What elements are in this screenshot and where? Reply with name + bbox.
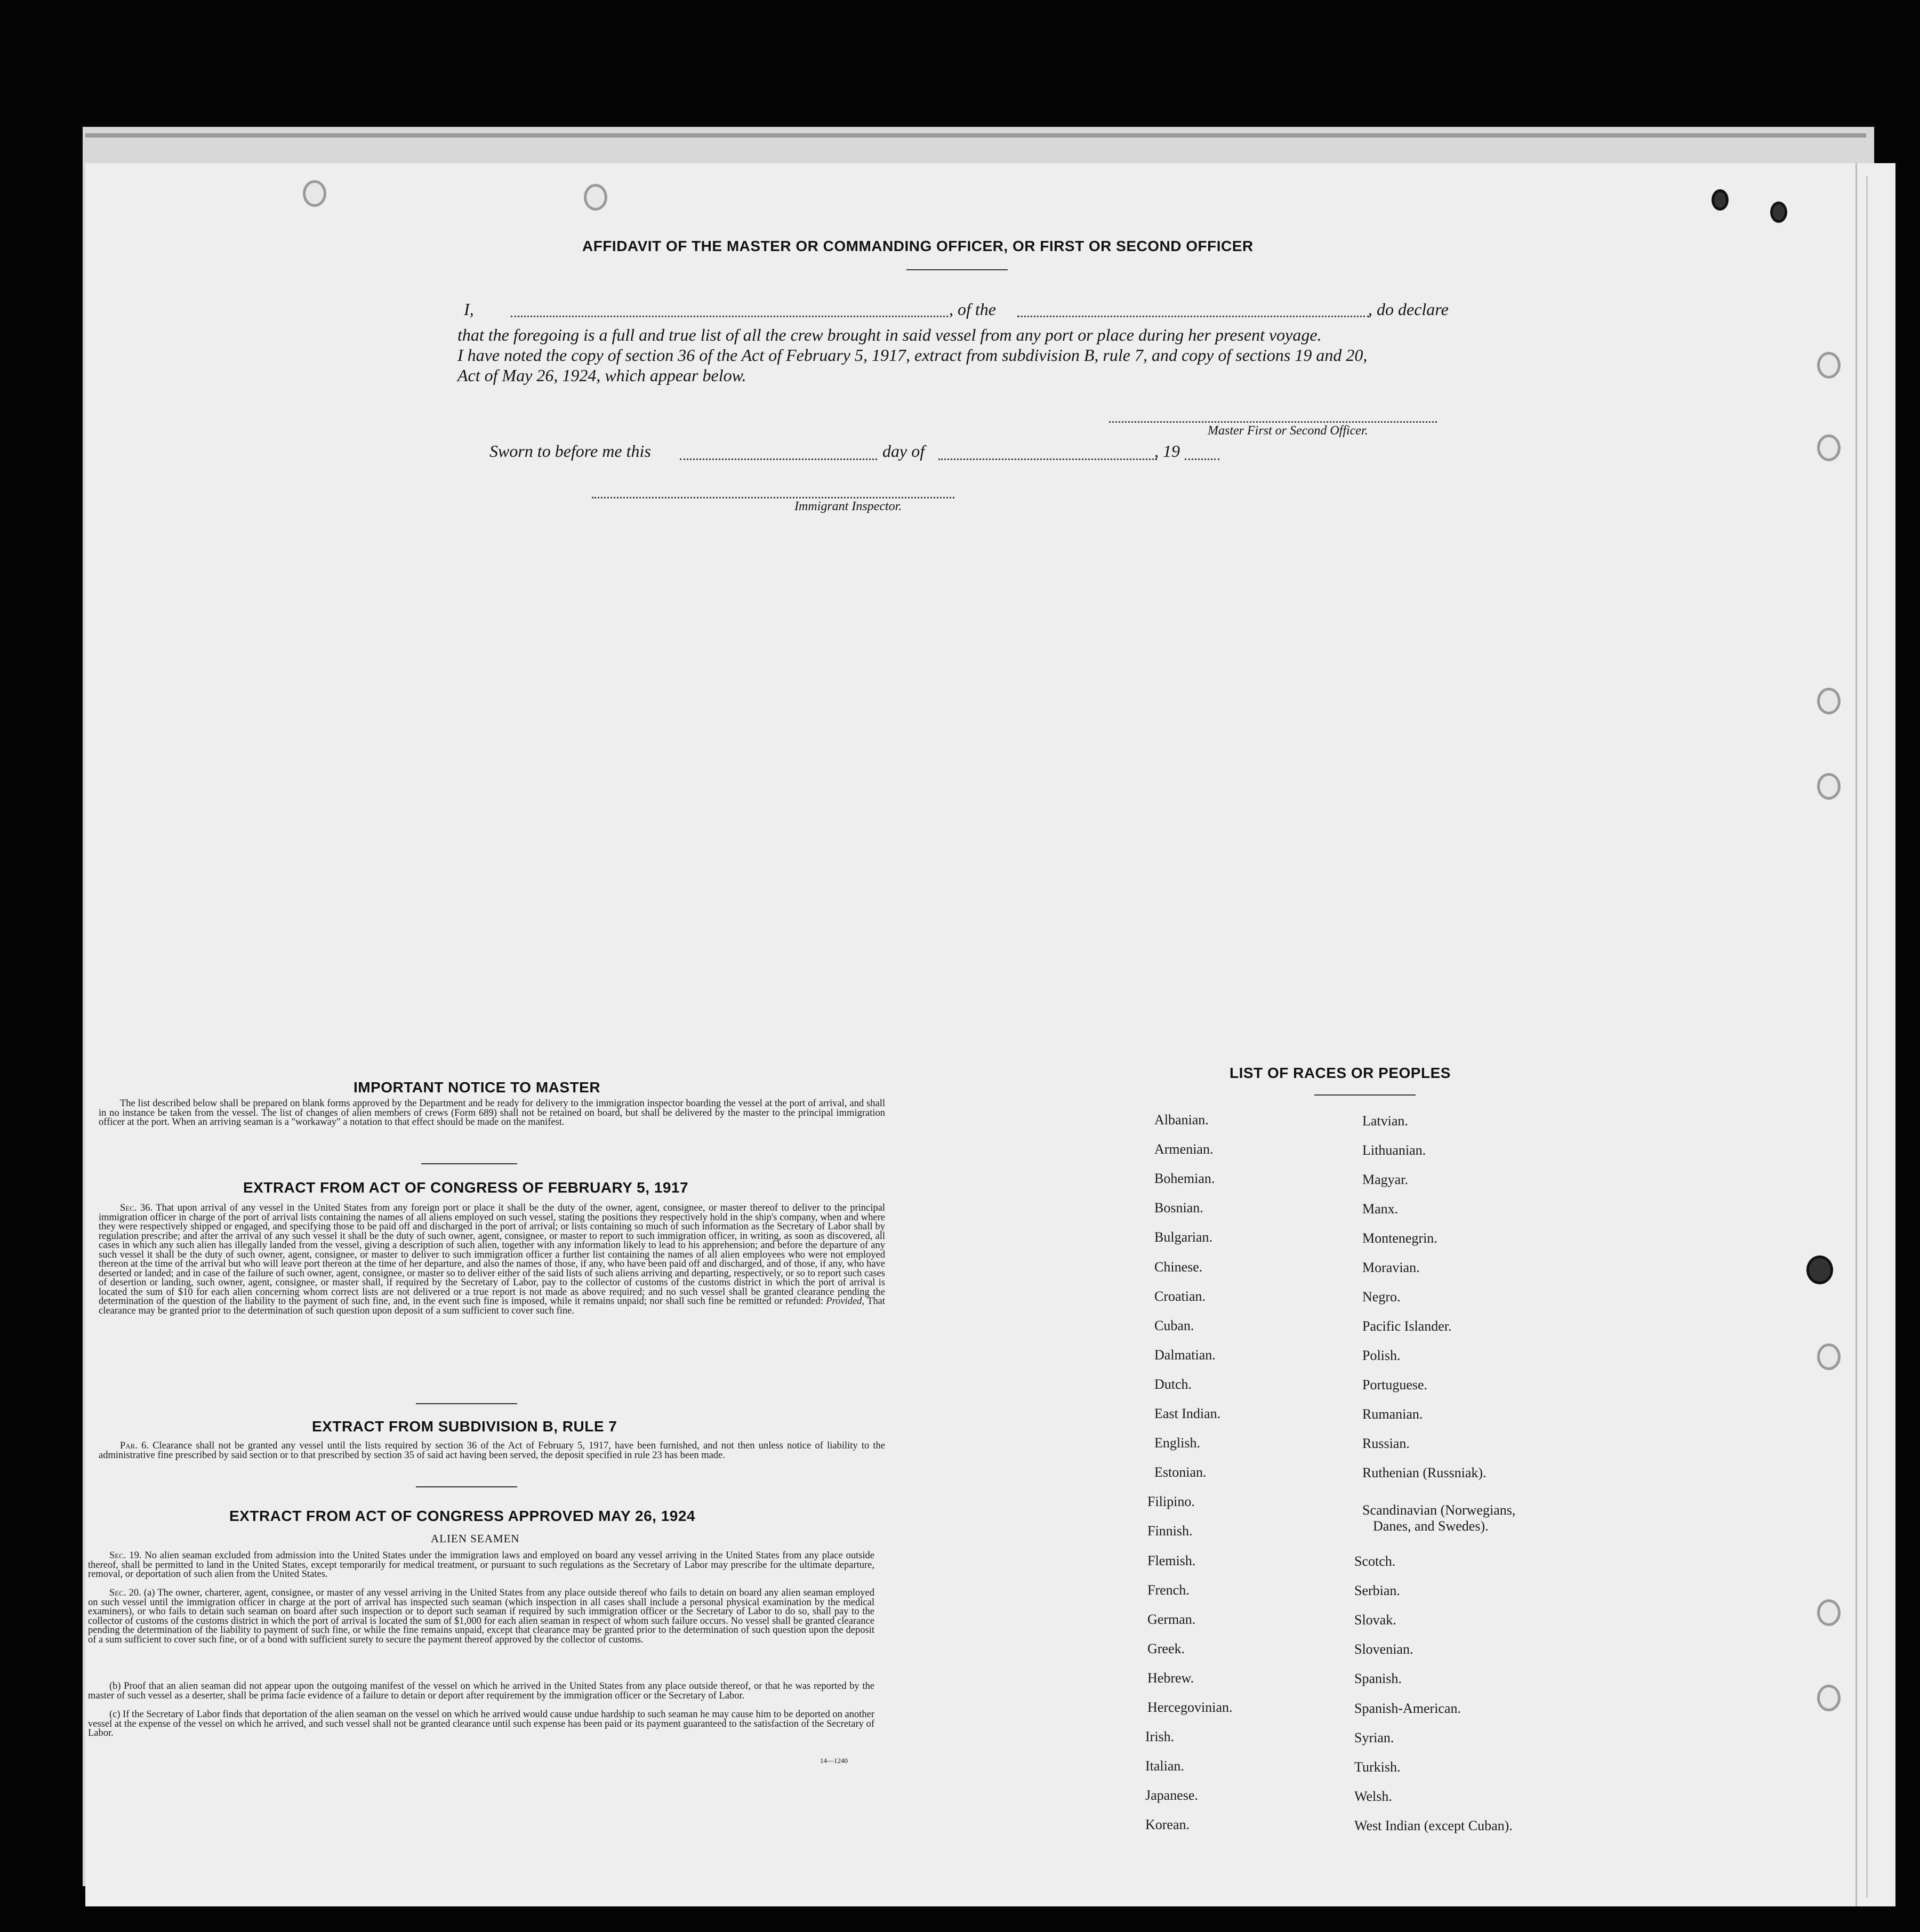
race-item: Armenian. <box>1154 1141 1214 1157</box>
punch-hole <box>1817 688 1841 714</box>
race-item: Bulgarian. <box>1154 1229 1213 1245</box>
master-signature-label: Master First or Second Officer. <box>1208 424 1368 438</box>
punch-hole <box>1712 189 1729 211</box>
race-item: Welsh. <box>1354 1788 1392 1804</box>
race-item: East Indian. <box>1154 1406 1221 1421</box>
punch-hole <box>303 180 326 207</box>
race-item: Dalmatian. <box>1154 1347 1216 1363</box>
race-item: Pacific Islander. <box>1362 1318 1452 1334</box>
race-item: Magyar. <box>1362 1172 1408 1187</box>
punch-hole <box>584 184 607 211</box>
punch-hole <box>1817 352 1841 379</box>
punch-hole <box>1817 1685 1841 1711</box>
sworn-year-field[interactable] <box>1185 458 1219 460</box>
race-item: Spanish. <box>1354 1671 1402 1687</box>
section-text: No alien seaman excluded from admission into the United States under the immigration laws and employed on board any vessel arriving in the United States from any place outside thereof, shall be permitted to land in the United States, except temporarily for medical treatment, or pursuant to such regulations as the Secretary of Labor may prescribe for the ultimate departure, removal, or deportation of such alien from the United States. <box>88 1550 875 1580</box>
document-page <box>85 163 1895 1906</box>
race-item: Scandinavian (Norwegians, <box>1362 1502 1516 1518</box>
divider <box>421 1163 517 1164</box>
race-item: Hercegovinian. <box>1147 1700 1233 1715</box>
race-item: Filipino. <box>1147 1494 1195 1510</box>
punch-hole <box>1806 1255 1833 1284</box>
race-item: Turkish. <box>1354 1759 1401 1775</box>
race-item: Irish. <box>1145 1729 1175 1745</box>
section-text: That upon arrival of any vessel in the United States from any foreign port or place it shall be the duty of the owner, agent, consignee, or master thereof to deliver to the principal immigration officer in charge of the port of arrival lists containing the names of all aliens employed on such vessel, stating the positions they respectively hold in the ship's company, when and where they were respectively shipped or engaged, and specifying those to be paid off and discharged in the port of arrival; or lists containing so much of such information as the Secretary of Labor shall by regulation prescribe; and after the arrival of any such vessel it shall be the duty of such owner, agent, consignee, or master to report to such immigration officer, in writing, as soon as discovered, all cases in which any such alien has illegally landed from the vessel, giving a description of such alien, together with any information likely to lead to his apprehension; and before the departure of any such vessel it shall be the duty of such owner, agent, consignee, or master to deliver to such immigration officer a further list containing the names of all alien employees who were not employed thereon at the time of the arrival but who will leave port thereon at the time of her departure, and also the names of those, if any, who have been paid off and discharged, and of those, if any, who have deserted or landed; and in case of the failure of such owner, agent, consignee, or master so to deliver either of the said lists of such aliens arriving and departing, respectively, or so to report such cases of desertion or landing, such owner, agent, consignee, or master shall, if required by the Secretary of Labor, pay to the collector of customs of the customs district in which the port of arrival is located the sum of $10 for each alien concerning whom correct lists are not delivered or a true report is not made as above required; and no such vessel shall be granted clearance pending the determination of the question of the liability to the payment of such fine, and, in the event such fine is imposed, while it remains unpaid; nor shall such fine be remitted or refunded: <box>99 1203 886 1307</box>
race-item: Syrian. <box>1354 1729 1394 1745</box>
proviso-text: That clearance may be granted prior to the determination of such question upon deposit of a sum sufficient to cover such fine. <box>99 1296 886 1316</box>
rule7-body <box>99 1442 885 1460</box>
alien-seamen-subtitle: ALIEN SEAMEN <box>431 1532 520 1545</box>
race-item: Moravian. <box>1362 1260 1420 1275</box>
race-item: Italian. <box>1145 1758 1184 1774</box>
master-signature-field[interactable] <box>1109 421 1437 423</box>
sworn-day-of: day of <box>882 441 925 461</box>
race-item: Hebrew. <box>1147 1670 1194 1686</box>
race-item: Bosnian. <box>1154 1200 1203 1216</box>
page-edge <box>1855 163 1857 1906</box>
affidavit-of-the: , of the <box>949 300 996 319</box>
punch-hole <box>1817 773 1841 800</box>
race-item: French. <box>1147 1582 1190 1598</box>
races-title: LIST OF RACES OR PEOPLES <box>1230 1065 1451 1081</box>
proviso-word: Provided, <box>826 1296 865 1307</box>
divider <box>416 1403 517 1404</box>
race-item: Flemish. <box>1147 1552 1196 1568</box>
punch-hole <box>1817 1343 1841 1370</box>
page-edge <box>1866 176 1868 1898</box>
section-label: Sec. 20. <box>109 1588 141 1598</box>
race-item: Portuguese. <box>1362 1377 1428 1392</box>
divider <box>1314 1094 1416 1096</box>
affidavit-title: AFFIDAVIT OF THE MASTER OR COMMANDING OFFICER, OR FIRST OR SECOND OFFICER <box>582 238 1254 254</box>
race-item: Chinese. <box>1154 1259 1203 1275</box>
extract-1924-title: EXTRACT FROM ACT OF CONGRESS APPROVED MAY 26, 1924 <box>229 1508 695 1524</box>
sworn-year: , 19 <box>1154 441 1180 461</box>
rule7-title: EXTRACT FROM SUBDIVISION B, RULE 7 <box>312 1418 617 1435</box>
section-20c: (c) If the Secretary of Labor finds that deportation of the alien seaman on the vessel on which he arrived would cause undue hardship to such seaman he may cause him to be deported on another vessel at the expense of the vessel on which he arrived, and such vessel shall not be granted clearance until such expense has been paid or its payment guaranteed to the satisfaction of the Secretary of Labor. <box>88 1709 874 1738</box>
race-item: Serbian. <box>1354 1583 1400 1599</box>
divider <box>906 269 1008 270</box>
race-item: German. <box>1147 1611 1196 1627</box>
extract-1917-title: EXTRACT FROM ACT OF CONGRESS OF FEBRUARY 5, 1917 <box>243 1179 689 1196</box>
race-item: Russian. <box>1362 1436 1410 1451</box>
race-item: Negro. <box>1362 1289 1401 1305</box>
race-item: Spanish-American. <box>1354 1700 1461 1716</box>
race-item: Dutch. <box>1154 1376 1192 1392</box>
race-item: Lithuanian. <box>1362 1142 1426 1158</box>
race-item: West Indian (except Cuban). <box>1354 1817 1513 1833</box>
race-item: Slovenian. <box>1354 1641 1413 1657</box>
affidavit-line-4: Act of May 26, 1924, which appear below. <box>457 366 746 385</box>
notice-title: IMPORTANT NOTICE TO MASTER <box>354 1079 601 1096</box>
underlying-sheet-edge <box>85 133 1866 138</box>
paragraph-text: Clearance shall not be granted any vessel until the lists required by section 36 of the Act of February 5, 1917, have been furnished, and not then unless notice of liability to the administrative fine prescribed by said section or to that prescribed by section 35 of said act having been served, the deposit specified in rule 23 has been made. <box>99 1440 885 1461</box>
notice-body: The list described below shall be prepared on blank forms approved by the Department and be ready for delivery to the immigration inspector boarding the vessel at the port of arrival, and shall in no instance be taken from the vessel. The list of changes of alien members of crews (Form 689) shall not be retained on board, but shall be delivered by the master to the principal immigration officer at the port. When an arriving seaman is a "workaway" a notation to that effect should be made on the manifest. <box>99 1098 885 1128</box>
section-19 <box>88 1551 874 1580</box>
punch-hole <box>1817 1599 1841 1626</box>
paragraph-label: Par. 6. <box>120 1440 149 1451</box>
sworn-day-field[interactable] <box>680 458 877 460</box>
form-number: 14—1240 <box>820 1757 848 1765</box>
race-item: English. <box>1154 1435 1200 1451</box>
race-item: Croatian. <box>1154 1288 1206 1304</box>
section-20a <box>88 1589 874 1645</box>
vessel-name-field[interactable] <box>1017 316 1369 317</box>
race-item: Bohemian. <box>1154 1171 1215 1187</box>
inspector-signature-field[interactable] <box>592 497 954 498</box>
affidavit-declare: , do declare <box>1368 300 1449 319</box>
affidavit-i: I, <box>464 300 474 319</box>
section-20b: (b) Proof that an alien seaman did not appear upon the outgoing manifest of the vessel on which he arrived in the United States from any place outside thereof, or that he was reported by the master of such vessel as a deserter, shall be prima facie evidence of a failure to detain or deport after requirement by the immigration officer or the Secretary of Labor. <box>88 1681 874 1701</box>
master-name-field[interactable] <box>511 316 948 317</box>
race-item: Japanese. <box>1145 1788 1198 1804</box>
race-item: Cuban. <box>1154 1317 1194 1333</box>
race-item: Danes, and Swedes). <box>1373 1518 1489 1534</box>
race-item: Rumanian. <box>1362 1406 1423 1422</box>
sworn-month-field[interactable] <box>938 458 1157 460</box>
race-item: Montenegrin. <box>1362 1230 1437 1246</box>
race-item: Scotch. <box>1354 1553 1396 1569</box>
section-text: (a) The owner, charterer, agent, consignee, or master of any vessel arriving in the United States from any place outside thereof who fails to detain on board any alien seaman employed on such vessel until the immigration officer in charge at the port of arrival has inspected such seaman (which inspection in all cases shall include a personal physical examination by the medical examiners), or who fails to detain such seaman on board after such inspection or to deport such seaman if required by such immigration officer or the Secretary of Labor to do so, shall pay to the collector of customs of the customs district in which the port of arrival is located the sum of $1,000 for each alien seaman in respect of whom such failure occurs. No vessel shall be granted clearance pending the determination of the liability to payment of such fine, or while the fine remains unpaid, except that clearance may be granted prior to the determination of such question upon the deposit of a sum sufficient to cover such fine, or of a bond with sufficient surety to secure the payment thereof approved by the collector of customs. <box>88 1588 875 1645</box>
affidavit-line-2: that the foregoing is a full and true list of all the crew brought in said vessel from any port or place during her present voyage. <box>457 325 1322 344</box>
race-item: Korean. <box>1145 1817 1190 1833</box>
affidavit-line-3: I have noted the copy of section 36 of the Act of February 5, 1917, extract from subdivision B, rule 7, and copy of sections 19 and 20, <box>457 345 1368 365</box>
race-item: Slovak. <box>1354 1612 1396 1628</box>
section-label: Sec. 19. <box>109 1550 142 1561</box>
punch-hole <box>1817 434 1841 461</box>
sworn-prefix: Sworn to before me this <box>489 441 651 461</box>
race-item: Polish. <box>1362 1348 1401 1363</box>
extract-1917-body <box>99 1204 885 1316</box>
race-item: Manx. <box>1362 1201 1399 1217</box>
race-item: Ruthenian (Russniak). <box>1362 1465 1487 1480</box>
section-label: Sec. 36. <box>120 1203 153 1213</box>
race-item: Finnish. <box>1147 1523 1193 1539</box>
race-item: Greek. <box>1147 1640 1185 1656</box>
race-item: Latvian. <box>1362 1113 1408 1129</box>
race-item: Albanian. <box>1154 1112 1209 1128</box>
race-item: Estonian. <box>1154 1464 1207 1480</box>
inspector-label: Immigrant Inspector. <box>794 500 902 513</box>
divider <box>416 1486 517 1487</box>
punch-hole <box>1770 202 1787 223</box>
